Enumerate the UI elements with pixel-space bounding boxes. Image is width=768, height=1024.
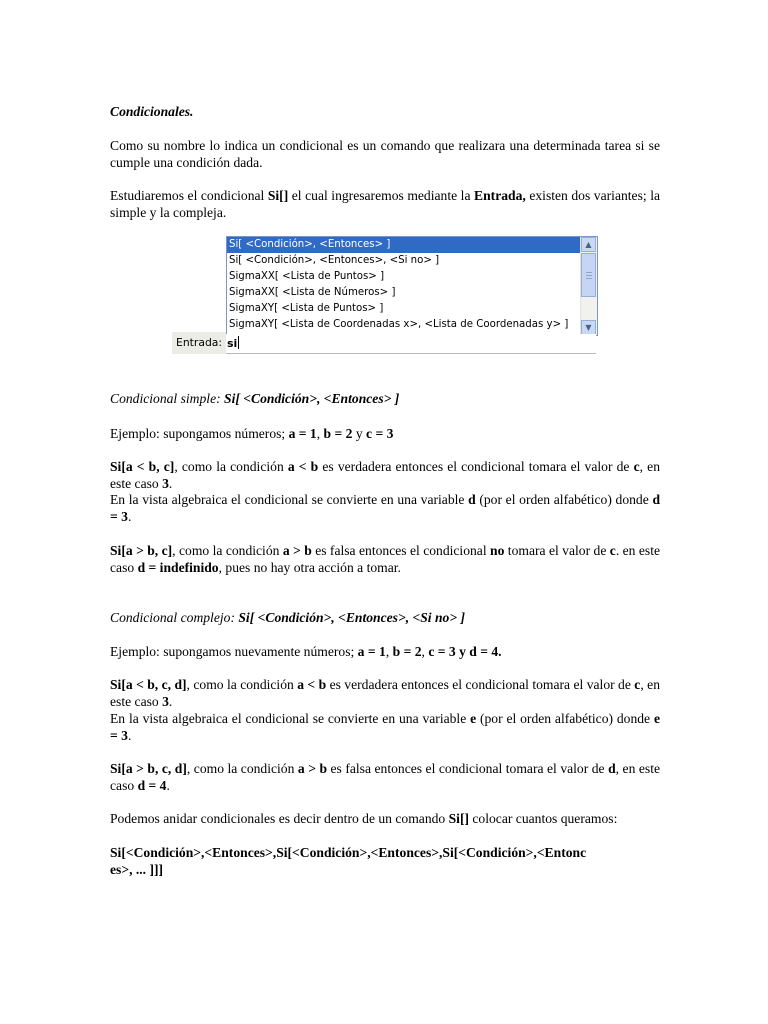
- simple-heading: Condicional simple: Si[ <Condición>, <Entonces> ]: [110, 391, 400, 406]
- complex-algebra-note: En la vista algebraica el condicional se convierte en una variable e (por el orden alfabético) donde e = 3.: [110, 711, 660, 743]
- text-caret: [238, 336, 239, 349]
- suggestion-item[interactable]: Si[ <Condición>, <Entonces> ]: [227, 237, 581, 253]
- input-bar-screenshot: [172, 236, 598, 360]
- complex-case-false: Si[a > b, c, d], como la condición a > b es falsa entonces el condicional tomara el valor de d, en este caso d = 4.: [110, 761, 660, 793]
- suggestion-items: [227, 237, 597, 333]
- entrada-label: Entrada:: [172, 332, 226, 354]
- simple-case-true: Si[a < b, c], como la condición a < b es verdadera entonces el condicional tomara el valor de c, en este caso 3.: [110, 459, 660, 491]
- entrada-input[interactable]: [226, 334, 596, 354]
- page-title: Condicionales.: [110, 104, 194, 119]
- command-suggestion-list[interactable]: [226, 236, 598, 336]
- grip-line: [586, 278, 592, 279]
- scroll-thumb[interactable]: [581, 253, 596, 297]
- suggestion-item[interactable]: SigmaXY[ <Lista de Coordenadas x>, <Lista de Coordenadas y> ]: [229, 319, 569, 330]
- grip-line: [586, 272, 592, 273]
- intro-paragraph-2: Estudiaremos el condicional Si[] el cual ingresaremos mediante la Entrada, existen dos variantes; la simple y la compleja.: [110, 188, 660, 220]
- intro-paragraph: Como su nombre lo indica un condicional es un comando que realizara una determinada tarea si se cumple una condición dada.: [110, 138, 660, 170]
- nesting-paragraph: Podemos anidar condicionales es decir dentro de un comando Si[] colocar cuantos queramos:: [110, 811, 618, 826]
- list-scrollbar[interactable]: [580, 237, 597, 335]
- suggestion-item[interactable]: SigmaXX[ <Lista de Números> ]: [229, 287, 396, 298]
- suggestion-item[interactable]: SigmaXX[ <Lista de Puntos> ]: [229, 271, 385, 282]
- scroll-up-icon[interactable]: ▲: [581, 237, 596, 252]
- suggestion-item[interactable]: Si[ <Condición>, <Entonces>, <Si no> ]: [229, 255, 440, 266]
- simple-example: Ejemplo: supongamos números; a = 1, b = 2 y c = 3: [110, 426, 394, 441]
- suggestion-item[interactable]: SigmaXY[ <Lista de Puntos> ]: [229, 303, 384, 314]
- simple-case-false: Si[a > b, c], como la condición a > b es falsa entonces el condicional no tomara el valor de c. en este caso d = indefinido, pues no hay otra acción a tomar.: [110, 543, 660, 575]
- nesting-syntax-line-1: Si[<Condición>,<Entonces>,Si[<Condición>,<Entonces>,Si[<Condición>,<Entonc: [110, 845, 587, 860]
- complex-case-true: Si[a < b, c, d], como la condición a < b es verdadera entonces el condicional tomara el valor de c, en este caso 3.: [110, 677, 660, 709]
- entrada-input-value: si: [227, 337, 238, 350]
- grip-line: [586, 275, 592, 276]
- simple-algebra-note: En la vista algebraica el condicional se convierte en una variable d (por el orden alfabético) donde d = 3.: [110, 492, 660, 524]
- scroll-down-icon[interactable]: ▼: [581, 320, 596, 335]
- nesting-syntax-line-2: es>, ... ]]]: [110, 862, 164, 877]
- complex-heading: Condicional complejo: Si[ <Condición>, <Entonces>, <Si no> ]: [110, 610, 466, 625]
- complex-example: Ejemplo: supongamos nuevamente números; a = 1, b = 2, c = 3 y d = 4.: [110, 644, 502, 659]
